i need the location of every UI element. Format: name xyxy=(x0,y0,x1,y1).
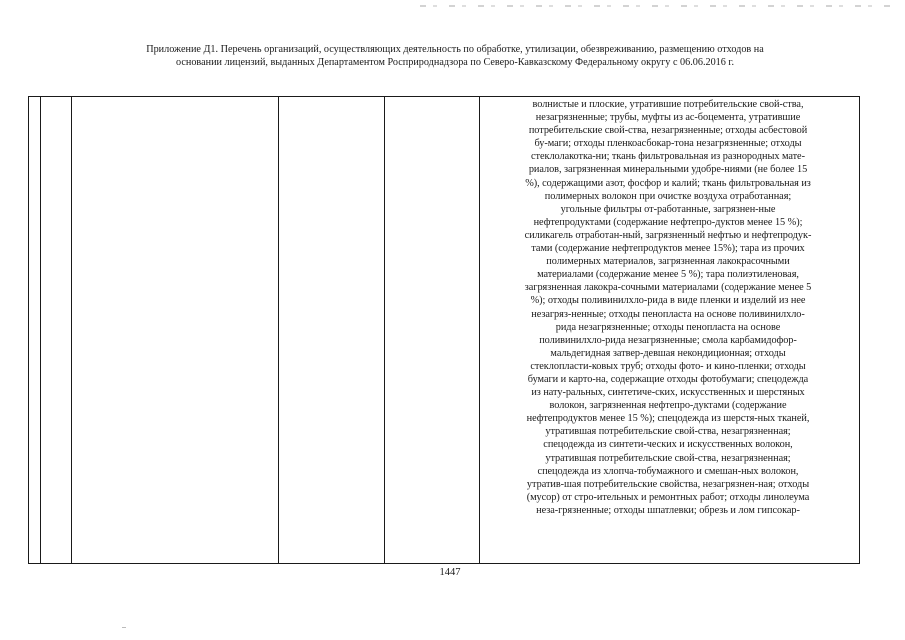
text-line: неза-грязненные; отходы шпатлевки; обрезь и лом гипсокар- xyxy=(536,504,800,516)
text-line: материалами (содержание менее 5 %); тара полиэтиленовая, xyxy=(537,269,799,281)
header-line-1: Приложение Д1. Перечень организаций, осуществляющих деятельность по обработке, утилизации, обезвреживанию, размещению отходов на xyxy=(146,44,764,55)
organizations-table xyxy=(28,96,860,564)
text-line: нефтепродуктами (содержание нефтепро-дуктов менее 15 %); xyxy=(533,216,803,228)
waste-types-cell xyxy=(479,98,857,517)
table-column-divider xyxy=(384,97,385,563)
text-line: стеклопласти-ковых труб; отходы фото- и кино-пленки; отходы xyxy=(530,360,806,372)
text-line: незагряз-ненные; отходы пенопласта на основе поливинилхло- xyxy=(531,308,805,320)
text-line: потребительские свой-ства, незагрязненные; отходы асбестовой xyxy=(528,125,808,137)
table-column-divider xyxy=(278,97,279,563)
text-line: волокон, загрязненная нефтепро-дуктами (содержание xyxy=(549,400,787,412)
text-line: нефтепродуктов менее 15 %); спецодежда из шерстя-ных тканей, xyxy=(526,413,810,425)
text-line: полимерных волокон при очистке воздуха отработанная; xyxy=(544,190,792,202)
scan-artifact-top xyxy=(420,5,890,7)
text-line: рида незагрязненные; отходы пенопласта на основе xyxy=(555,321,781,333)
table-column-divider xyxy=(40,97,41,563)
text-line: тами (содержание нефтепродуктов менее 15%); тара из прочих xyxy=(531,243,805,255)
text-line: бу-маги; отходы пленкоасбокар-тона незагрязненные; отходы xyxy=(534,138,802,150)
text-line: незагрязненные; трубы, муфты из ас-боцемента, утратившие xyxy=(535,112,801,124)
text-line: поливинилхло-рида незагрязненные; смола карбамидофор- xyxy=(539,334,797,346)
text-line: из нату-ральных, синтетиче-ских, искусственных и шерстяных xyxy=(531,387,805,399)
text-line: бумаги и карто-на, содержащие отходы фотобумаги; спецодежда xyxy=(527,373,809,385)
text-line: риалов, загрязненная минеральными удобре-ниями (не более 15 xyxy=(528,164,808,176)
text-line: загрязненная лакокра-сочными материалами (содержание менее 5 xyxy=(524,282,812,294)
text-line: угольные фильтры от-работанные, загрязнен-ные xyxy=(560,203,776,215)
text-line: (мусор) от стро-ительных и ремонтных работ; отходы линолеума xyxy=(526,491,810,503)
text-line: утратив-шая потребительские свойства, незагрязнен-ная; отходы xyxy=(526,478,810,490)
text-line: мальдегидная затвер-девшая некондиционная; отходы xyxy=(550,347,786,359)
text-line: %), содержащими азот, фосфор и калий; ткань фильтровальная из xyxy=(525,177,811,189)
text-line: утратившая потребительские свой-ства, незагрязненная; xyxy=(545,426,791,438)
text-line: %); отходы поливинилхло-рида в виде пленки и изделий из нее xyxy=(530,295,806,307)
document-header xyxy=(60,43,850,69)
scan-artifact-bottom xyxy=(122,627,126,628)
header-line-2: основании лицензий, выданных Департаментом Росприроднадзора по Северо-Кавказскому Федеральному округу с 06.06.2016 г. xyxy=(176,57,734,68)
table-column-divider xyxy=(71,97,72,563)
text-line: силикагель отработан-ный, загрязненный нефтью и нефтепродук- xyxy=(524,229,812,241)
text-line: спецодежда из хлопча-тобумажного и смешан-ных волокон, xyxy=(537,465,799,477)
text-line: полимерных материалов, загрязненная лакокрасочными xyxy=(546,256,790,268)
page-number: 1447 xyxy=(439,567,461,578)
text-line: утратившая потребительские свой-ства, незагрязненная; xyxy=(545,452,791,464)
text-line: волнистые и плоские, утратившие потребительские свой-ства, xyxy=(532,99,804,110)
text-line: спецодежда из синтети-ческих и искусственных волокон, xyxy=(543,439,793,451)
text-line: стеклолакотка-ни; ткань фильтровальная из разнородных мате- xyxy=(531,151,805,163)
